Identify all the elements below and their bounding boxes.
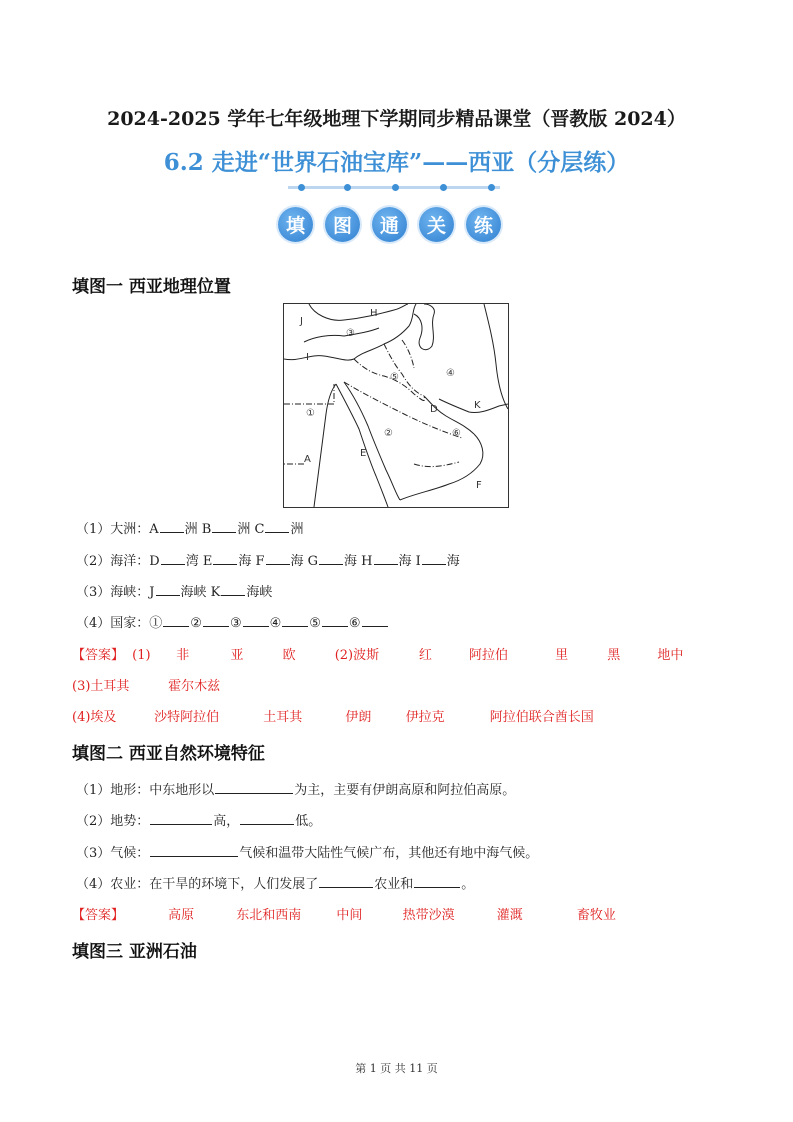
label: 海 F [238, 554, 265, 569]
decorative-dot [488, 184, 495, 191]
answer-blank[interactable] [282, 614, 308, 627]
question-agriculture [76, 873, 474, 892]
label: ⑥ [348, 616, 361, 631]
answer-item: 红 [418, 648, 432, 663]
answer-label: 【答案】 [72, 648, 125, 663]
answer-blank[interactable] [322, 614, 348, 627]
question-text: 气候和温带大陆性气候广布，其他还有地中海气候。 [239, 846, 539, 861]
svg-text:K: K [474, 400, 481, 411]
answer-blank[interactable] [414, 875, 460, 888]
answer-row-1 [72, 644, 683, 663]
svg-text:②: ② [384, 428, 393, 439]
answer-item: 霍尔木兹 [168, 679, 221, 694]
answer-blank[interactable] [362, 614, 388, 627]
page-footer: 第 1 页 共 11 页 [355, 1062, 438, 1075]
svg-text:⑥: ⑥ [452, 428, 461, 439]
section-heading-2: 填图二 西亚自然环境特征 [72, 744, 265, 764]
answer-label: 【答案】 [72, 908, 125, 923]
badge: 填 [278, 207, 313, 242]
question-2-oceans [76, 550, 460, 569]
answer-blank[interactable] [240, 812, 294, 825]
label: ⑤ [309, 616, 321, 631]
label: 海 [446, 554, 460, 569]
answer-item: 黑 [607, 648, 621, 663]
decorative-dot [440, 184, 447, 191]
answer-blank[interactable] [150, 812, 212, 825]
map-drawing [284, 304, 508, 507]
answer-row-section-2 [72, 904, 616, 923]
answer-item: 非 [176, 648, 190, 663]
question-text: （2）地势： [76, 814, 150, 829]
question-1-continents [76, 518, 303, 537]
label: ① [149, 616, 163, 631]
answer-blank[interactable] [221, 583, 245, 596]
question-text: （3）气候： [76, 846, 150, 861]
answer-item: 阿拉伯 [469, 648, 509, 663]
answer-item: 东北和西南 [236, 908, 302, 923]
svg-text:I: I [306, 352, 309, 363]
answer-item: 里 [555, 648, 569, 663]
answer-item: 欧 [282, 648, 296, 663]
answer-item: (4)埃及 [72, 710, 117, 725]
answer-blank[interactable] [160, 520, 184, 533]
label: D [149, 554, 160, 569]
badge: 通 [372, 207, 407, 242]
question-prefix: （1）大洲： [76, 522, 150, 537]
answer-item: 土耳其 [263, 710, 303, 725]
question-terrain [76, 779, 515, 798]
lesson-subtitle: 6.2 走进“世界石油宝库”——西亚（分层练） [163, 149, 630, 176]
label: J [149, 585, 155, 600]
answer-blank[interactable] [243, 614, 269, 627]
answer-blank[interactable] [215, 781, 293, 794]
question-4-countries [76, 612, 389, 631]
question-text: 农业和 [374, 877, 414, 892]
badge: 图 [325, 207, 360, 242]
label: 海 G [290, 554, 319, 569]
section-heading-1: 填图一 西亚地理位置 [72, 277, 231, 297]
answer-blank[interactable] [266, 552, 290, 565]
question-text: 。 [461, 877, 475, 892]
answer-blank[interactable] [161, 552, 185, 565]
label: 湾 E [185, 554, 213, 569]
badge: 关 [419, 207, 454, 242]
document-title: 2024-2025 学年七年级地理下学期同步精品课堂（晋教版 2024） [107, 108, 686, 130]
answer-item: 中间 [336, 908, 363, 923]
label: 洲 C [237, 522, 265, 537]
answer-blank[interactable] [319, 552, 343, 565]
answer-blank[interactable] [203, 614, 229, 627]
answer-row-3 [72, 706, 594, 725]
answer-item: 地中 [657, 648, 684, 663]
answer-item: 阿拉伯联合酋长国 [489, 710, 594, 725]
answer-blank[interactable] [213, 552, 237, 565]
svg-text:H: H [370, 308, 378, 319]
badge-row [278, 207, 501, 242]
answer-blank[interactable] [319, 875, 373, 888]
answer-item: (2)波斯 [334, 648, 380, 663]
question-text: （4）农业：在干旱的环境下，人们发展了 [76, 877, 319, 892]
answer-item: (1) [132, 648, 151, 663]
label: 海峡 [246, 585, 273, 600]
badge: 练 [466, 207, 501, 242]
question-3-straits [76, 581, 272, 600]
svg-text:③: ③ [346, 328, 355, 339]
label: 海 I [398, 554, 421, 569]
label: 洲 [290, 522, 304, 537]
question-elevation [76, 810, 321, 829]
answer-blank[interactable] [374, 552, 398, 565]
question-climate [76, 842, 538, 861]
svg-text:①: ① [306, 408, 315, 419]
svg-text:D: D [430, 404, 438, 415]
label: ③ [229, 616, 242, 631]
answer-item: 伊拉克 [405, 710, 445, 725]
decorative-dot [298, 184, 305, 191]
svg-text:④: ④ [446, 368, 455, 379]
label: A [149, 522, 159, 537]
label: 海 H [344, 554, 373, 569]
answer-item: 高原 [168, 908, 195, 923]
label: ④ [269, 616, 282, 631]
answer-row-2 [72, 675, 220, 694]
question-prefix: （2）海洋： [76, 554, 150, 569]
label: 洲 B [184, 522, 212, 537]
decorative-dot [344, 184, 351, 191]
question-text: 为主，主要有伊朗高原和阿拉伯高原。 [294, 783, 516, 798]
question-text: （1）地形：中东地形以 [76, 783, 215, 798]
svg-text:F: F [476, 480, 482, 491]
answer-blank[interactable] [212, 520, 236, 533]
answer-blank[interactable] [150, 844, 238, 857]
svg-text:⑤: ⑤ [390, 372, 399, 383]
svg-text:J: J [300, 316, 303, 327]
answer-item: 灌溉 [496, 908, 523, 923]
label: 海峡 K [180, 585, 221, 600]
svg-text:A: A [304, 454, 311, 465]
svg-text:E: E [360, 448, 367, 459]
answer-blank[interactable] [156, 583, 180, 596]
question-text: 高， [213, 814, 240, 829]
answer-item: 畜牧业 [576, 908, 616, 923]
answer-item: 热带沙漠 [402, 908, 455, 923]
answer-blank[interactable] [265, 520, 289, 533]
answer-blank[interactable] [422, 552, 446, 565]
label: ② [190, 616, 202, 631]
decorative-dot [392, 184, 399, 191]
section-heading-3: 填图三 亚洲石油 [72, 942, 197, 962]
question-text: 低。 [295, 814, 322, 829]
answer-item: 沙特阿拉伯 [154, 710, 220, 725]
west-asia-map [283, 303, 509, 508]
answer-item: 亚 [230, 648, 244, 663]
question-prefix: （3）海峡： [76, 585, 150, 600]
question-prefix: （4）国家： [76, 616, 150, 631]
answer-item: (3)土耳其 [72, 679, 130, 694]
answer-item: 伊朗 [345, 710, 372, 725]
answer-blank[interactable] [163, 614, 189, 627]
